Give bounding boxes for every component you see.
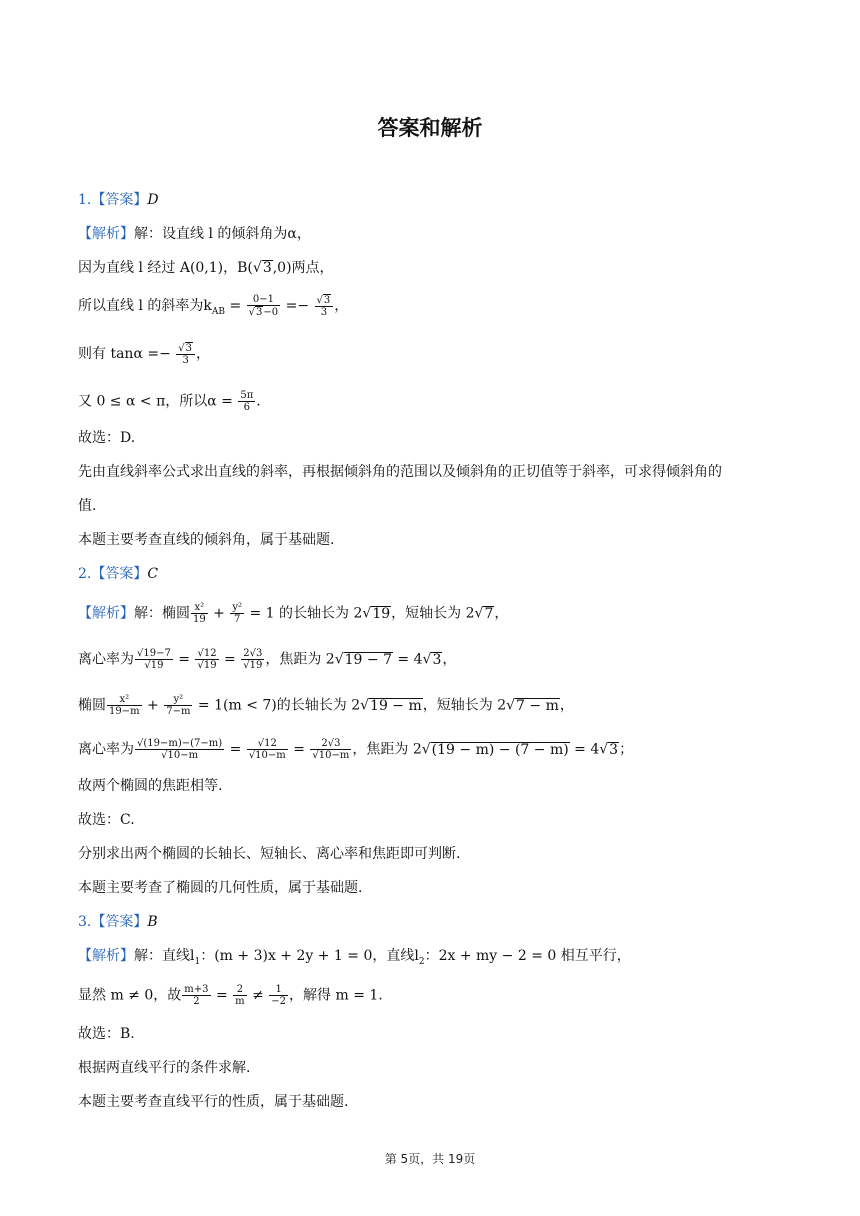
numerator: √3	[315, 294, 334, 307]
q2-line7: 分别求出两个椭圆的长轴长、短轴长、离心率和焦距即可判断.	[78, 846, 461, 862]
q1-line3	[78, 294, 348, 322]
q3-text: ：2x + my − 2 = 0 相互平行，	[424, 948, 631, 964]
q3-line3: 故选：B.	[78, 1026, 135, 1042]
q2-answer-line	[78, 564, 158, 584]
fraction	[247, 738, 288, 761]
q1-answer-line	[78, 190, 159, 210]
q2-text: ，	[494, 605, 509, 622]
fraction	[241, 648, 264, 671]
denominator: √10−m	[161, 750, 199, 761]
q2-line3: 椭圆 $\frac{\text{x²}}{19-m}$ + $\frac{\text{y²}}{7-m}$ = 1(m < 7)的长轴长为 2√19 − m，短轴长为 2√7 − m，	[78, 694, 574, 717]
q2-text: = 4	[392, 651, 423, 668]
q2-text: = 1 的长轴长为 2	[245, 605, 363, 622]
q2-answer: C	[147, 566, 159, 582]
sqrt-term: (19 − m) − (7 − m)	[431, 741, 569, 758]
q1-line9: 本题主要考查直线的倾斜角，属于基础题.	[78, 532, 335, 548]
sqrt-term: 7	[484, 605, 494, 622]
fraction	[195, 648, 218, 671]
q2-text: 离心率为	[78, 741, 134, 758]
denominator: √10−m	[248, 750, 286, 761]
denominator: 19	[193, 614, 206, 625]
q3-text: 显然 m ≠ 0，故	[78, 987, 182, 1004]
q1-text: .	[256, 393, 261, 410]
q2-text: 离心率为	[78, 651, 134, 668]
subscript: 1	[194, 956, 201, 967]
q2-text: +	[208, 605, 230, 622]
numerator: 0−1	[247, 294, 281, 306]
q1-answer-label: 【答案】	[91, 192, 148, 208]
numerator: √3	[176, 342, 195, 355]
denominator: 2	[193, 996, 200, 1007]
q1-line2: 因为直线 l 经过 A(0,1)，B(√3,0)两点，	[78, 260, 334, 276]
fraction	[182, 984, 210, 1007]
fraction	[315, 294, 334, 318]
q2-text: 解：椭圆	[134, 605, 190, 622]
q1-text: 解：设直线 l 的倾斜角为α，	[134, 226, 311, 242]
sqrt-term: 3	[185, 343, 193, 354]
q2-text: ；	[619, 741, 634, 758]
denominator: 3	[182, 355, 189, 366]
numerator: y²	[164, 694, 192, 706]
fraction	[135, 738, 224, 761]
numerator: 1	[269, 984, 288, 996]
page-title: 答案和解析	[377, 116, 483, 140]
q1-text: =	[225, 298, 246, 314]
q1-text: 因为直线 l 经过 A(0,1)，B(	[78, 260, 253, 276]
sqrt-term: 7 − m	[516, 697, 559, 714]
q2-line5: 故两个椭圆的焦距相等.	[78, 778, 223, 794]
q3-text: 解：直线l	[134, 948, 195, 964]
q2-text: +	[142, 697, 164, 714]
q3-text: ：(m + 3)x + 2y + 1 = 0，直线l	[200, 948, 419, 964]
fraction	[233, 984, 246, 1007]
q2-answer-label: 【答案】	[91, 566, 148, 582]
numerator: y²	[232, 602, 243, 613]
numerator: √(19−m)−(7−m)	[137, 738, 223, 749]
denominator: √19	[144, 660, 164, 671]
subscript: AB	[211, 306, 225, 317]
fraction	[135, 648, 173, 671]
q1-line7: 先由直线斜率公式求出直线的斜率，再根据倾斜角的范围以及倾斜角的正切值等于斜率，可求得倾斜角的	[78, 464, 722, 480]
q2-text: ，焦距为 2	[265, 651, 335, 668]
fraction	[176, 342, 195, 366]
q2-text: =	[288, 741, 310, 758]
numerator: √12	[197, 648, 217, 659]
q3-line5: 本题主要考查直线平行的性质，属于基础题.	[78, 1094, 349, 1110]
q3-number: 3.	[78, 914, 92, 930]
sqrt-term: 19 − m	[370, 697, 422, 714]
numerator: 2	[233, 984, 246, 996]
q2-text: ，焦距为 2	[352, 741, 422, 758]
q2-line4: 离心率为 $\frac{√(19-m)-(7-m)}{√10-m}$ = $\frac{√12}{√10-m}$ = $\frac{2√3}{√10-m}$ ，焦距为 2√(19 − m) − (7 − m) = 4√3；	[78, 738, 634, 761]
q2-text: = 4	[569, 741, 600, 758]
q1-text: ,0)两点，	[272, 260, 334, 276]
q2-line1: 【解析】解：椭圆 $\frac{\text{x²}}{19}$ + $\frac{\text{y²}}{7}$ = 1 的长轴长为 2√19，短轴长为 2√7，	[78, 602, 509, 625]
numerator: x²	[107, 694, 142, 706]
denominator: √10−m	[312, 750, 350, 761]
numerator: 2√3	[310, 738, 351, 750]
sqrt-term: 3	[256, 307, 263, 318]
q3-line1	[78, 946, 631, 972]
fraction	[310, 738, 351, 761]
fraction	[230, 602, 244, 625]
fraction	[191, 602, 208, 625]
q1-text: ，	[334, 298, 349, 314]
sqrt-term: 3	[432, 651, 442, 668]
denominator: 7	[234, 614, 241, 625]
denominator: √19	[243, 660, 263, 671]
page-footer: 第 5页，共 19页	[384, 1152, 476, 1166]
denominator: m	[235, 996, 245, 1007]
q1-number: 1.	[78, 192, 92, 208]
q3-text: ≠	[247, 987, 269, 1004]
numerator: √19−7	[137, 648, 171, 659]
q2-analysis-label: 【解析】	[78, 605, 134, 622]
q2-text: ，	[442, 651, 457, 668]
q1-text: 则有 tanα =−	[78, 346, 176, 362]
subscript: 2	[418, 956, 425, 967]
sqrt-term: 3	[609, 741, 619, 758]
q1-line4	[78, 342, 210, 366]
q2-line2: 离心率为 $\frac{√19-7}{√19}$ = $\frac{√12}{√19}$ = $\frac{2√3}{√19}$ ，焦距为 2√19 − 7 = 4√3，	[78, 648, 457, 671]
q2-text: =	[173, 651, 195, 668]
q3-answer-line	[78, 912, 158, 932]
q3-line2	[78, 984, 383, 1007]
fraction	[247, 294, 281, 318]
q1-line5	[78, 390, 261, 413]
q1-line6: 故选：D.	[78, 430, 136, 446]
q2-text: = 1(m < 7)的长轴长为 2	[193, 697, 361, 714]
fraction	[269, 984, 288, 1007]
q2-number: 2.	[78, 566, 92, 582]
fraction	[164, 694, 192, 717]
q2-line8: 本题主要考查了椭圆的几何性质，属于基础题.	[78, 880, 363, 896]
fraction	[107, 694, 142, 717]
q2-text: =	[225, 741, 246, 758]
q1-answer: D	[147, 192, 159, 208]
numerator: x²	[191, 602, 208, 614]
sqrt-term: 19	[372, 605, 391, 622]
denominator: −2	[271, 996, 287, 1007]
q3-text: =	[211, 987, 233, 1004]
denominator: √3−0	[248, 307, 279, 318]
q3-analysis-label: 【解析】	[78, 948, 134, 964]
den-rest: −0	[263, 307, 279, 318]
denominator: 6	[243, 402, 251, 413]
q1-text: 所以直线 l 的斜率为k	[78, 298, 212, 314]
q1-text: =−	[281, 298, 314, 314]
numerator: 2√3	[243, 648, 263, 659]
sqrt-term: 3	[262, 260, 272, 276]
numerator: 5π	[240, 390, 254, 401]
denominator: 3	[320, 307, 328, 318]
q1-text: ，	[196, 346, 211, 362]
q3-answer: B	[147, 914, 158, 930]
q1-line1	[78, 224, 311, 244]
denominator: 19−m	[109, 706, 140, 717]
q3-line4: 根据两直线平行的条件求解.	[78, 1060, 251, 1076]
denominator: √19	[197, 660, 217, 671]
sqrt-term: 3	[323, 295, 331, 306]
q1-text: 又 0 ≤ α < π，所以α =	[78, 393, 238, 410]
denominator: 7−m	[166, 706, 191, 717]
numerator: √12	[247, 738, 288, 750]
q2-text: 椭圆	[78, 697, 106, 714]
q2-text: ，	[559, 697, 574, 714]
sqrt-term: 19 − 7	[344, 651, 392, 668]
q2-line6: 故选：C.	[78, 812, 135, 828]
q2-text: =	[219, 651, 241, 668]
q2-text: ，短轴长为 2	[391, 605, 475, 622]
q1-analysis-label: 【解析】	[78, 226, 134, 242]
q3-answer-label: 【答案】	[91, 914, 148, 930]
fraction	[238, 390, 255, 413]
q3-text: ，解得 m = 1.	[289, 987, 383, 1004]
q1-line8: 值.	[78, 498, 97, 514]
q2-text: ，短轴长为 2	[422, 697, 507, 714]
numerator: m+3	[184, 984, 209, 995]
